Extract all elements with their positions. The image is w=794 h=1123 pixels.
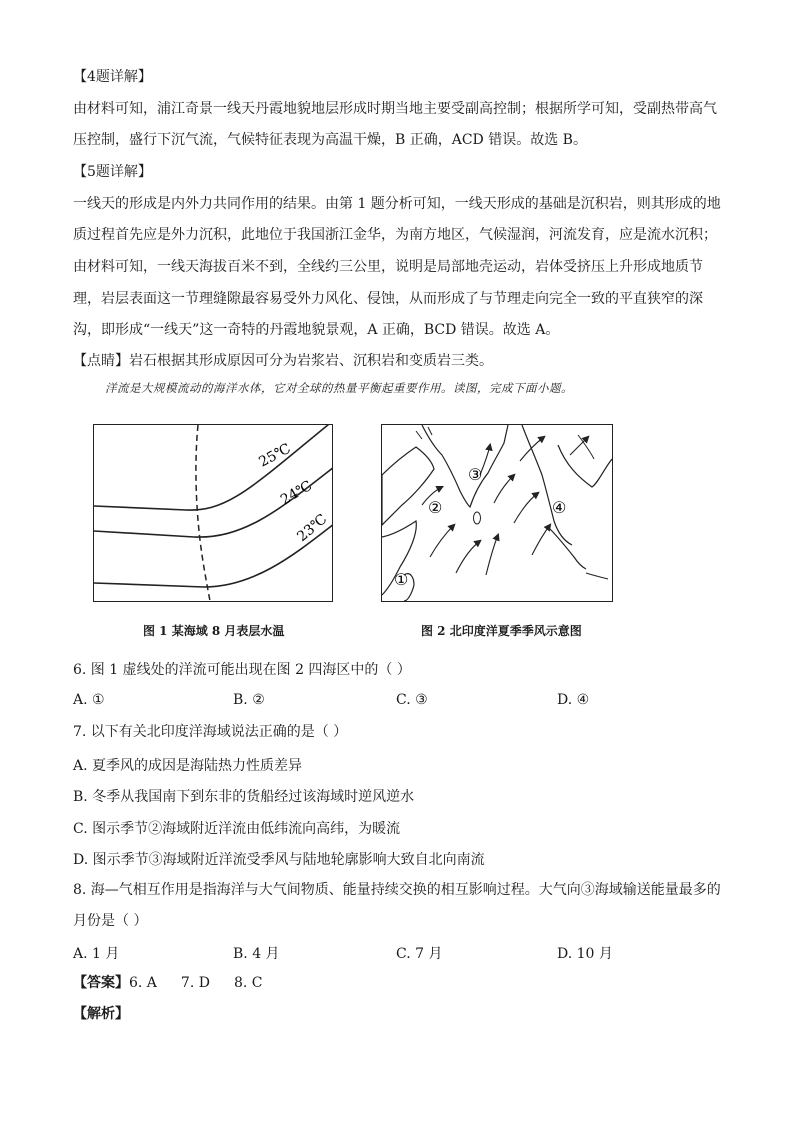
question-6-option-a[interactable]: A. ① [73,692,105,708]
figure2-caption: 图 2 北印度洋夏季季风示意图 [421,624,582,638]
isotherm-label-25: 25℃ [256,440,294,471]
answer-7: 7. D [180,975,210,991]
region-label-2: ② [428,498,443,517]
section5-line-2: 质过程首先应是外力沉积，此地位于我国浙江金华，为南方地区，气候湿润，河流发育，应是流水沉积； [73,227,717,243]
analysis-label: 【解析】 [73,1006,129,1022]
section5-line-5: 沟，即形成“一线天”这一奇特的丹霞地貌景观，A 正确，BCD 错误。故选 A。 [73,322,560,338]
isotherm-label-23: 23℃ [294,511,331,546]
question-6-option-c[interactable]: C. ③ [396,692,428,708]
question-8-option-a[interactable]: A. 1 月 [73,946,120,962]
question-8-option-d[interactable]: D. 10 月 [557,946,613,962]
section5-header: 【5题详解】 [73,164,152,180]
figure1-sea-temperature [93,424,333,602]
question-6-option-d[interactable]: D. ④ [557,692,590,708]
question-8-stem-line-1: 8. 海—气相互作用是指海洋与大气间物质、能量持续交换的相互影响过程。大气向③海域输送能量最多的 [73,882,721,898]
question-7-option-a[interactable]: A. 夏季风的成因是海陆热力性质差异 [73,758,303,774]
question-7-option-b[interactable]: B. 冬季从我国南下到东非的货船经过该海域时逆风逆水 [73,789,415,805]
section4-header: 【4题详解】 [73,69,152,85]
question-8-stem-line-2: 月份是（ ） [73,913,148,929]
answer-6: 6. A [129,975,157,991]
question-7-option-c[interactable]: C. 图示季节②海域附近洋流由低纬流向高纬，为暖流 [73,821,401,837]
section5-line-1: 一线天的形成是内外力共同作用的结果。由第 1 题分析可知，一线天形成的基础是沉积岩，则其形成的地 [73,196,721,212]
isotherm-label-24: 24℃ [278,477,315,509]
question-intro: 洋流是大规模流动的海洋水体，它对全球的热量平衡起重要作用。读图，完成下面小题。 [105,381,573,395]
question-7-option-d[interactable]: D. 图示季节③海域附近洋流受季风与陆地轮廓影响大致自北向南流 [73,852,485,868]
question-8-option-c[interactable]: C. 7 月 [396,946,443,962]
section4-line-2: 压控制，盛行下沉气流，气候特征表现为高温干燥，B 正确，ACD 错误。故选 B。 [73,132,587,148]
figure2-monsoon-map [381,424,613,602]
question-6-option-b[interactable]: B. ② [233,692,265,708]
section5-line-3: 由材料可知，一线天海拔百米不到，全线约三公里，说明是局部地壳运动，岩体受挤压上升形成地质节 [73,259,703,275]
question-7-stem: 7. 以下有关北印度洋海域说法正确的是（ ） [73,724,348,740]
answer-row [73,974,263,992]
region-label-1: ① [394,570,409,589]
tip-text: 【点睛】岩石根据其形成原因可分为岩浆岩、沉积岩和变质岩三类。 [73,353,493,369]
answer-8: 8. C [233,975,263,991]
region-label-3: ③ [468,465,483,484]
section4-line-1: 由材料可知，浦江奇景一线天丹霞地貌地层形成时期当地主要受副高控制；根据所学可知，受副热带高气 [73,101,717,117]
section5-line-4: 理，岩层表面这一节理缝隙最容易受外力风化、侵蚀，从而形成了与节理走向完全一致的平直狭窄的深 [73,291,703,307]
question-8-option-b[interactable]: B. 4 月 [233,946,280,962]
answer-label: 【答案】 [73,975,129,991]
question-6-stem: 6. 图 1 虚线处的洋流可能出现在图 2 四海区中的（ ） [73,662,411,678]
figure1-caption: 图 1 某海域 8 月表层水温 [143,624,285,638]
region-label-4: ④ [552,498,567,517]
